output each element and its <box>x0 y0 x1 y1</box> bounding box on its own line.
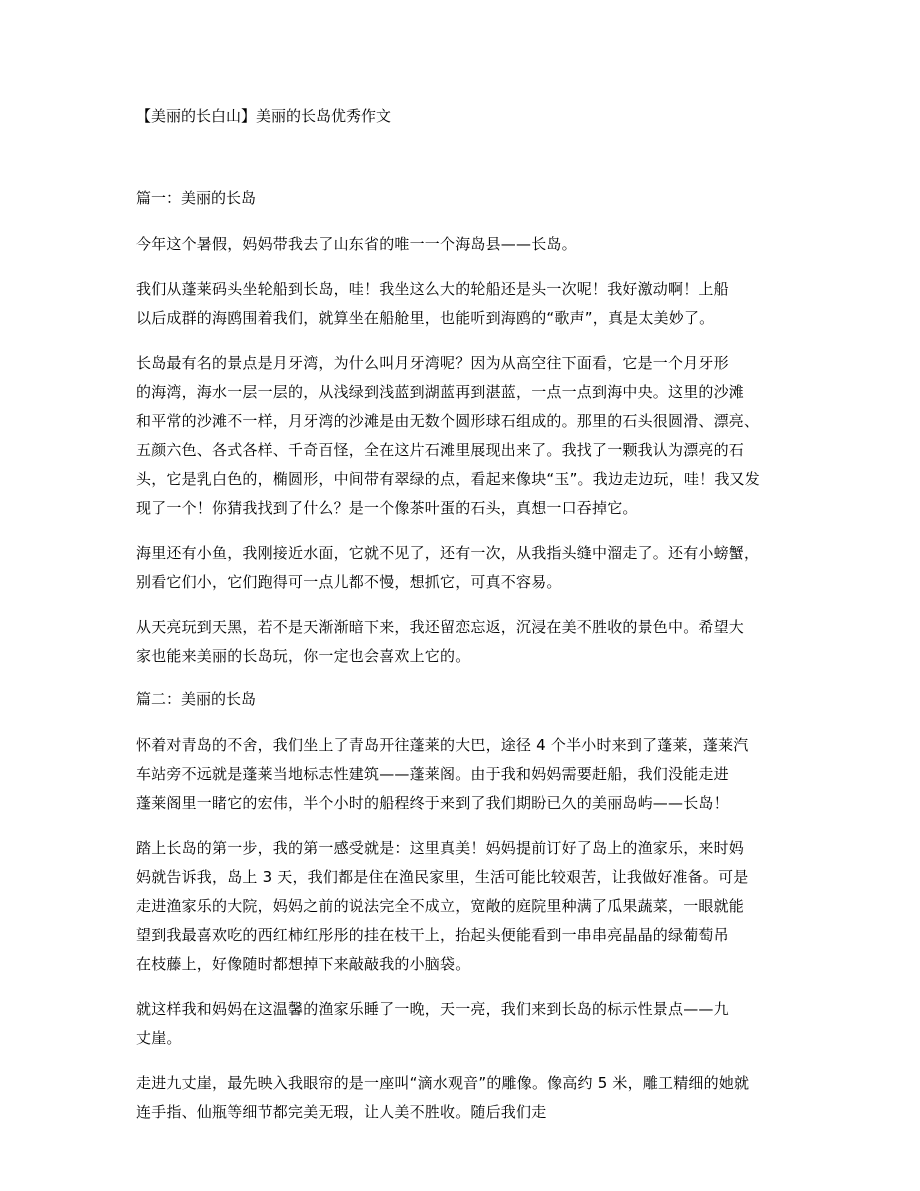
text-line: 头，它是乳白色的，椭圆形，中间带有翠绿的点，看起来像块“玉”。我边走边玩，哇！我又发 <box>136 470 760 488</box>
text-line: 望到我最喜欢吃的西红柿红彤彤的挂在枝干上，抬起头便能看到一串串亮晶晶的绿葡萄吊 <box>136 926 729 944</box>
paragraph <box>136 731 786 818</box>
paragraph <box>136 1069 786 1127</box>
text-line: 蓬莱阁里一睹它的宏伟，半个小时的船程终于来到了我们期盼已久的美丽岛屿——长岛！ <box>136 794 729 812</box>
text-line: 就这样我和妈妈在这温馨的渔家乐睡了一晚，天一亮，我们来到长岛的标示性景点——九 <box>136 1000 729 1018</box>
text-line: 踏上长岛的第一步，我的第一感受就是：这里真美！妈妈提前订好了岛上的渔家乐，来时妈 <box>136 839 745 857</box>
text-line: 从天亮玩到天黑，若不是天渐渐暗下来，我还留恋忘返，沉浸在美不胜收的景色中。希望大 <box>136 618 745 636</box>
text-line: 今年这个暑假，妈妈带我去了山东省的唯一一个海岛县——长岛。 <box>136 235 577 253</box>
text-line: 丈崖。 <box>136 1029 182 1047</box>
text-line: 现了一个！你猜我找到了什么？是一个像茶叶蛋的石头，真想一口吞掉它。 <box>136 499 638 517</box>
text-line: 五颜六色、各式各样、千奇百怪，全在这片石滩里展现出来了。我找了一颗我认为漂亮的石 <box>136 441 745 459</box>
section-heading: 篇二：美丽的长岛 <box>136 690 257 708</box>
text-line: 海里还有小鱼，我刚接近水面，它就不见了，还有一次，从我指头缝中溜走了。还有小螃蟹， <box>136 544 760 562</box>
text-line: 我们从蓬莱码头坐轮船到长岛，哇！我坐这么大的轮船还是头一次呢！我好激动啊！上船 <box>136 280 729 298</box>
text-line: 在枝藤上，好像随时都想掉下来敲敲我的小脑袋。 <box>136 955 471 973</box>
paragraph <box>136 995 786 1053</box>
paragraph <box>136 539 786 597</box>
paragraph <box>136 349 786 523</box>
text-line: 别看它们小，它们跑得可一点儿都不慢，想抓它，可真不容易。 <box>136 573 562 591</box>
paragraph <box>136 613 786 671</box>
document-body <box>136 186 786 1143</box>
paragraph <box>136 834 786 979</box>
text-line: 以后成群的海鸥围着我们，就算坐在船舱里，也能听到海鸥的“歌声”，真是太美妙了。 <box>136 309 715 327</box>
paragraph <box>136 230 786 259</box>
text-line: 家也能来美丽的长岛玩，你一定也会喜欢上它的。 <box>136 647 471 665</box>
text-line: 走进渔家乐的大院，妈妈之前的说法完全不成立，宽敞的庭院里种满了瓜果蔬菜，一眼就能 <box>136 897 745 915</box>
text-line: 的海湾，海水一层一层的，从浅绿到浅蓝到湖蓝再到湛蓝，一点一点到海中央。这里的沙滩 <box>136 383 745 401</box>
paragraph <box>136 275 786 333</box>
section-1 <box>136 186 786 671</box>
text-line: 长岛最有名的景点是月牙湾，为什么叫月牙湾呢？因为从高空往下面看，它是一个月牙形 <box>136 354 729 372</box>
text-line: 走进九丈崖，最先映入我眼帘的是一座叫“滴水观音”的雕像。像高约 5 米，雕工精细的她就 <box>136 1074 750 1092</box>
text-line: 连手指、仙瓶等细节都完美无瑕，让人美不胜收。随后我们走 <box>136 1103 547 1121</box>
text-line: 车站旁不远就是蓬莱当地标志性建筑——蓬莱阁。由于我和妈妈需要赶船，我们没能走进 <box>136 765 729 783</box>
text-line: 妈就告诉我，岛上 3 天，我们都是住在渔民家里，生活可能比较艰苦，让我做好准备。可是 <box>136 868 749 886</box>
section-heading: 篇一：美丽的长岛 <box>136 189 257 207</box>
section-2 <box>136 687 786 1127</box>
text-line: 和平常的沙滩不一样，月牙湾的沙滩是由无数个圆形球石组成的。那里的石头很圆滑、漂亮、 <box>136 412 760 430</box>
text-line: 怀着对青岛的不舍，我们坐上了青岛开往蓬莱的大巴，途径 4 个半小时来到了蓬莱，蓬莱汽 <box>136 736 749 754</box>
document-title: 【美丽的长白山】美丽的长岛优秀作文 <box>136 107 392 125</box>
